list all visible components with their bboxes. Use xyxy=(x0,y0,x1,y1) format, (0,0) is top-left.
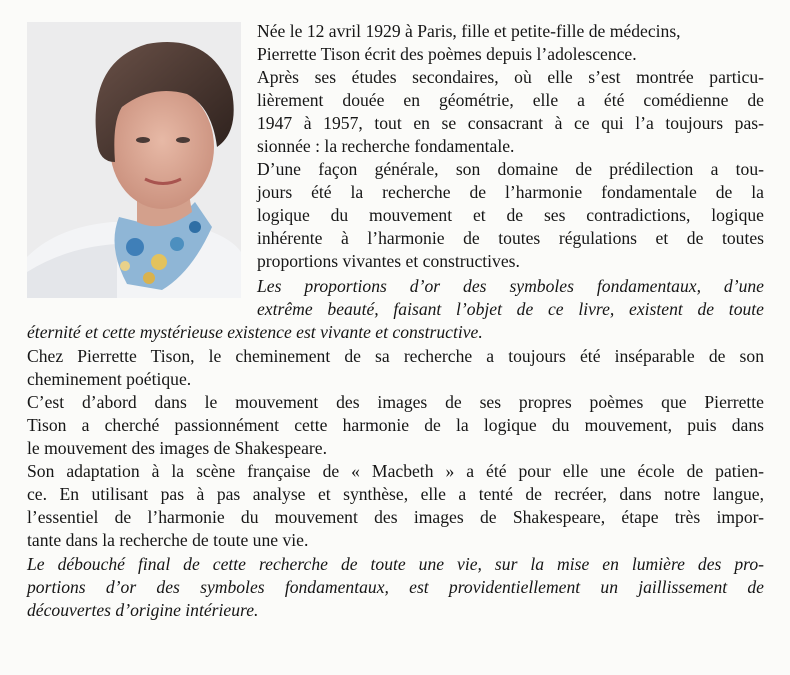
italic-text-line: extrême beauté, faisant l’objet de ce livre, existent de toute xyxy=(257,299,764,319)
text-line: lièrement douée en géométrie, elle a été comédienne de xyxy=(257,90,764,110)
text-line: inhérente à l’harmonie de toutes régulations et de toutes xyxy=(257,228,764,248)
text-line: cheminement poétique. xyxy=(27,369,192,389)
text-line: logique du mouvement et de ses contradictions, logique xyxy=(257,205,764,225)
italic-text-line: éternité et cette mystérieuse existence est vivante et constructive. xyxy=(27,322,483,342)
text-line: Son adaptation à la scène française de « Macbeth » a été pour elle une école de patien- xyxy=(27,461,764,481)
portrait-image xyxy=(27,22,241,298)
text-line: Tison a cherché passionnément cette harmonie de la logique du mouvement, puis dans xyxy=(27,415,764,435)
italic-text-line: Les proportions d’or des symboles fondamentaux, d’une xyxy=(257,276,764,296)
author-portrait xyxy=(27,22,241,298)
text-line: Née le 12 avril 1929 à Paris, fille et petite-fille de médecins, xyxy=(257,21,681,41)
text-line: Après ses études secondaires, où elle s’est montrée particu- xyxy=(257,67,764,87)
text-line: Chez Pierrette Tison, le cheminement de sa recherche a toujours été inséparable de son xyxy=(27,346,764,366)
text-line: tante dans la recherche de toute une vie. xyxy=(27,530,309,550)
text-line: D’une façon générale, son domaine de prédilection a tou- xyxy=(257,159,764,179)
italic-text-line: découvertes d’origine intérieure. xyxy=(27,600,259,620)
text-line: 1947 à 1957, tout en se consacrant à ce qui l’a toujours pas- xyxy=(257,113,764,133)
italic-text-line: portions d’or des symboles fondamentaux, est providentiellement un jaillissement de xyxy=(27,577,764,597)
text-line: Pierrette Tison écrit des poèmes depuis l’adolescence. xyxy=(257,44,637,64)
text-line: ce. En utilisant pas à pas analyse et synthèse, elle a tenté de recréer, dans notre langue, xyxy=(27,484,764,504)
text-line: C’est d’abord dans le mouvement des images de ses propres poèmes que Pierrette xyxy=(27,392,764,412)
text-line: jours été la recherche de l’harmonie fondamentale de la xyxy=(257,182,764,202)
text-line: sionnée : la recherche fondamentale. xyxy=(257,136,515,156)
text-line: le mouvement des images de Shakespeare. xyxy=(27,438,327,458)
italic-text-line: Le débouché final de cette recherche de toute une vie, sur la mise en lumière des pro- xyxy=(27,554,764,574)
text-line: l’essentiel de l’harmonie du mouvement des images de Shakespeare, étape très impor- xyxy=(27,507,764,527)
text-line: proportions vivantes et constructives. xyxy=(257,251,520,271)
